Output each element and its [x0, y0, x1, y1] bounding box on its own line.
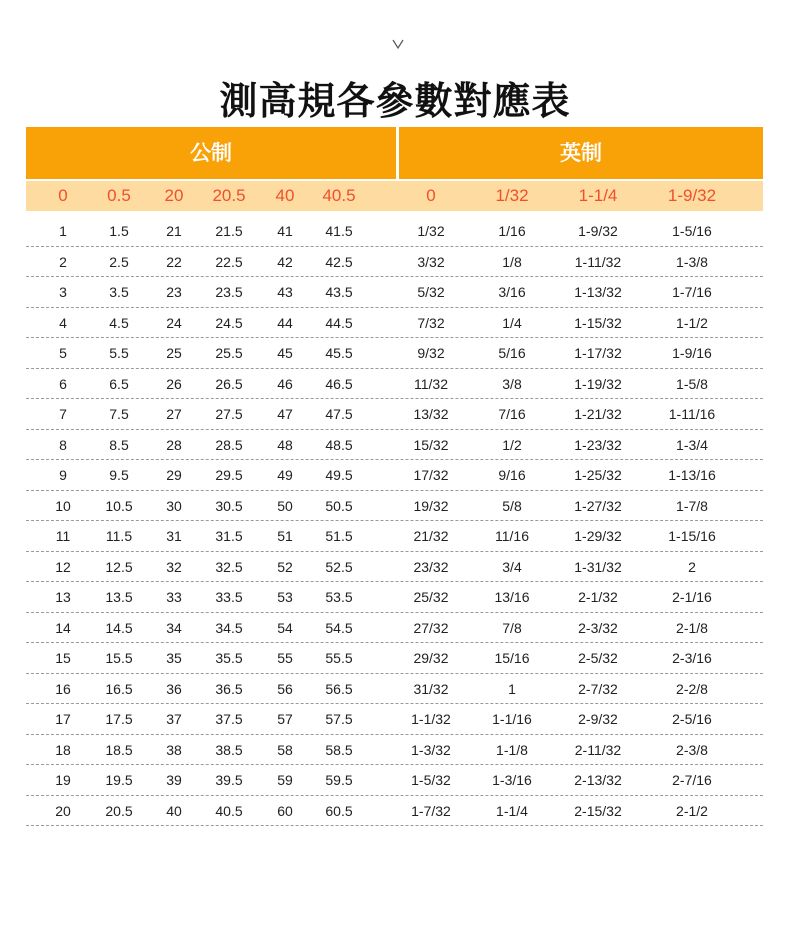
table-cell: 17.5: [105, 711, 133, 727]
table-cell: 35.5: [215, 650, 243, 666]
table-cell: 3: [59, 284, 67, 300]
table-cell: 54.5: [325, 619, 353, 636]
subheader-row: [26, 181, 763, 211]
table-cell: 5/32: [417, 284, 445, 300]
table-cell: 1.5: [109, 223, 129, 239]
table-cell: 15: [55, 650, 71, 666]
table-cell: 3/16: [498, 284, 526, 300]
table-cell: 58: [277, 741, 293, 758]
table-cell: 4: [59, 314, 67, 331]
table-cell: 2-2/8: [676, 680, 708, 697]
table-row: [26, 216, 763, 247]
table-cell: 5: [59, 345, 67, 361]
table-cell: 1-9/16: [672, 345, 712, 361]
table-cell: 16: [55, 680, 71, 697]
table-cell: 1-21/32: [574, 406, 622, 422]
table-cell: 59: [277, 772, 293, 788]
table-cell: 31.5: [215, 528, 243, 544]
table-cell: 1/8: [502, 253, 522, 270]
table-cell: 27: [166, 406, 182, 422]
table-cell: 18: [55, 741, 71, 758]
table-cell: 14: [55, 619, 71, 636]
subheader-cell: 20: [164, 186, 184, 205]
table-cell: 27/32: [413, 619, 449, 636]
table-cell: 27.5: [215, 406, 243, 422]
table-cell: 46.5: [325, 375, 353, 392]
table-cell: 1/2: [502, 436, 522, 453]
table-cell: 1-1/2: [676, 314, 708, 331]
table-cell: 1-13/16: [668, 467, 716, 483]
table-cell: 35: [166, 650, 182, 666]
table-cell: 53: [277, 589, 293, 605]
table-cell: 30: [166, 497, 182, 514]
table-cell: 15/32: [413, 436, 449, 453]
table-cell: 15/16: [494, 650, 530, 666]
table-cell: 19/32: [413, 497, 449, 514]
table-cell: 12: [55, 558, 71, 575]
table-cell: 2-9/32: [578, 711, 618, 727]
table-cell: 57: [277, 711, 293, 727]
table-cell: 40: [166, 802, 182, 819]
table-cell: 5/16: [498, 345, 526, 361]
table-cell: 21/32: [413, 528, 449, 544]
table-cell: 9/32: [417, 345, 445, 361]
table-cell: 38: [166, 741, 182, 758]
table-cell: 5/8: [502, 497, 522, 514]
table-cell: 11/32: [414, 375, 448, 392]
table-cell: 2-3/32: [578, 619, 618, 636]
table-cell: 3/8: [502, 375, 522, 392]
table-cell: 2-1/16: [672, 589, 712, 605]
table-cell: 40.5: [215, 802, 243, 819]
table-cell: 2-5/32: [578, 650, 618, 666]
table-row: [26, 460, 763, 491]
table-cell: 21.5: [215, 223, 243, 239]
table-cell: 31: [166, 528, 182, 544]
table-cell: 48: [277, 436, 293, 453]
table-cell: 36: [166, 680, 182, 697]
table-row: [26, 430, 763, 461]
table-cell: 1: [508, 680, 516, 697]
table-cell: 45.5: [325, 345, 353, 361]
table-cell: 1/4: [502, 314, 522, 331]
table-cell: 58.5: [325, 741, 353, 758]
table-cell: 23/32: [413, 558, 449, 575]
table-cell: 13/16: [494, 589, 530, 605]
table-cell: 25: [166, 345, 182, 361]
table-cell: 29.5: [215, 467, 243, 483]
table-cell: 19: [55, 772, 71, 788]
table-row: [26, 308, 763, 339]
table-cell: 1-31/32: [574, 558, 622, 575]
table-cell: 2-15/32: [574, 802, 622, 819]
table-cell: 39.5: [215, 772, 243, 788]
table-cell: 1-9/32: [578, 223, 618, 239]
table-cell: 24.5: [215, 314, 243, 331]
subheader-cell: 1/32: [495, 186, 529, 205]
table-cell: 36.5: [215, 680, 243, 697]
metric-header: 公制: [26, 127, 396, 179]
table-cell: 1-23/32: [574, 436, 622, 453]
table-cell: 1-5/8: [676, 375, 708, 392]
table-cell: 1-1/16: [492, 711, 532, 727]
table-cell: 2-1/2: [676, 802, 708, 819]
table-cell: 26: [166, 375, 182, 392]
table-cell: 7/8: [502, 619, 522, 636]
table-cell: 8: [59, 436, 67, 453]
table-cell: 17/32: [413, 467, 449, 483]
table-cell: 42.5: [325, 253, 353, 270]
table-cell: 29: [166, 467, 182, 483]
table-cell: 3/4: [502, 558, 522, 575]
table-cell: 1-17/32: [574, 345, 622, 361]
table-cell: 49.5: [325, 467, 353, 483]
table-cell: 42: [277, 253, 293, 270]
table-cell: 6: [59, 375, 67, 392]
table-cell: 37: [166, 711, 182, 727]
table-cell: 1-1/32: [411, 711, 451, 727]
table-cell: 56: [277, 680, 293, 697]
table-cell: 59.5: [325, 772, 353, 788]
table-cell: 14.5: [105, 619, 133, 636]
table-row: [26, 369, 763, 400]
table-cell: 46: [277, 375, 293, 392]
table-cell: 12.5: [105, 558, 133, 575]
table-cell: 51.5: [325, 528, 353, 544]
subheader-cell: 0: [426, 186, 436, 205]
table-row: [26, 521, 763, 552]
subheader-cell: 1-9/32: [667, 186, 717, 205]
table-cell: 50: [277, 497, 293, 514]
table-row: [26, 277, 763, 308]
table-cell: 23.5: [215, 284, 243, 300]
table-cell: 50.5: [325, 497, 353, 514]
table-cell: 7: [59, 406, 67, 422]
table-cell: 1-15/32: [574, 314, 622, 331]
table-row: [26, 643, 763, 674]
table-cell: 1-29/32: [574, 528, 622, 544]
table-cell: 28.5: [215, 436, 243, 453]
table-row: [26, 796, 763, 827]
table-cell: 29/32: [413, 650, 449, 666]
table-row: [26, 674, 763, 705]
table-cell: 53.5: [325, 589, 353, 605]
table-cell: 5.5: [109, 345, 129, 361]
table-cell: 2-7/16: [672, 772, 712, 788]
table-row: [26, 338, 763, 369]
table-cell: 2: [688, 558, 696, 575]
subheader-cell: 40: [275, 186, 295, 205]
subheader-cell: 20.5: [212, 186, 246, 205]
table-cell: 11: [55, 528, 71, 544]
table-cell: 2-5/16: [672, 711, 712, 727]
table-row: [26, 613, 763, 644]
table-cell: 1-11/32: [574, 253, 622, 270]
table-cell: 34.5: [215, 619, 243, 636]
table-cell: 41.5: [325, 223, 353, 239]
table-cell: 7.5: [109, 406, 129, 422]
table-cell: 18.5: [105, 741, 133, 758]
table-cell: 60.5: [325, 802, 353, 819]
table-cell: 2-1/8: [676, 619, 708, 636]
table-cell: 11/16: [495, 528, 529, 544]
table-cell: 2.5: [109, 253, 129, 270]
table-row: [26, 582, 763, 613]
table-cell: 16.5: [105, 680, 133, 697]
table-cell: 1-3/32: [411, 741, 451, 758]
table-cell: 1-3/8: [676, 253, 708, 270]
table-cell: 9: [59, 467, 67, 483]
table-row: [26, 552, 763, 583]
table-cell: 22: [166, 253, 182, 270]
table-cell: 31/32: [413, 680, 449, 697]
table-cell: 7/16: [498, 406, 526, 422]
table-cell: 4.5: [109, 314, 129, 331]
table-cell: 3.5: [109, 284, 129, 300]
table-cell: 2-1/32: [578, 589, 618, 605]
table-cell: 1-11/16: [668, 406, 716, 422]
table-cell: 2-11/32: [574, 741, 622, 758]
table-cell: 1/32: [417, 223, 445, 239]
table-cell: 17: [55, 711, 71, 727]
table-cell: 1-7/16: [672, 284, 712, 300]
table-cell: 26.5: [215, 375, 243, 392]
table-cell: 43: [277, 284, 293, 300]
subheader-cell: 0.5: [107, 186, 131, 205]
table-cell: 1-3/4: [676, 436, 708, 453]
table-cell: 48.5: [325, 436, 353, 453]
table-cell: 52.5: [325, 558, 353, 575]
table-cell: 45: [277, 345, 293, 361]
table-cell: 13/32: [413, 406, 449, 422]
page-title: 測高規各參數對應表: [219, 79, 571, 123]
table-row: [26, 491, 763, 522]
table-cell: 2-3/8: [676, 741, 708, 758]
table-cell: 30.5: [215, 497, 243, 514]
table-cell: 11.5: [105, 528, 133, 544]
table-cell: 41: [277, 223, 293, 239]
table-cell: 1-19/32: [574, 375, 622, 392]
table-cell: 20.5: [105, 802, 133, 819]
table-cell: 9/16: [498, 467, 526, 483]
table-cell: 13.5: [105, 589, 133, 605]
table-cell: 20: [55, 802, 71, 819]
table-cell: 7/32: [417, 314, 445, 331]
table-cell: 33.5: [215, 589, 243, 605]
table-cell: 23: [166, 284, 182, 300]
table-cell: 1-7/8: [676, 497, 708, 514]
table-cell: 1-5/32: [411, 772, 451, 788]
table-cell: 38.5: [215, 741, 243, 758]
table-cell: 37.5: [215, 711, 243, 727]
table-cell: 2-13/32: [574, 772, 622, 788]
table-cell: 1-27/32: [574, 497, 622, 514]
imperial-header: 英制: [399, 127, 763, 179]
table-cell: 28: [166, 436, 182, 453]
table-row: [26, 247, 763, 278]
table-cell: 49: [277, 467, 293, 483]
table-cell: 1/16: [498, 223, 526, 239]
table-row: [26, 765, 763, 796]
table-cell: 10: [55, 497, 71, 514]
table-cell: 44: [277, 314, 293, 331]
table-cell: 52: [277, 558, 293, 575]
table-cell: 54: [277, 619, 293, 636]
table-row: [26, 399, 763, 430]
table-cell: 33: [166, 589, 182, 605]
subheader-cell: 0: [58, 186, 68, 205]
table-cell: 39: [166, 772, 182, 788]
table-cell: 44.5: [325, 314, 353, 331]
table-cell: 32: [166, 558, 182, 575]
table-cell: 2-7/32: [578, 680, 618, 697]
table-cell: 60: [277, 802, 293, 819]
table-cell: 6.5: [109, 375, 129, 392]
table-cell: 56.5: [325, 680, 353, 697]
table-cell: 9.5: [109, 467, 129, 483]
table-cell: 34: [166, 619, 182, 636]
table-cell: 51: [277, 528, 293, 544]
table-cell: 1: [59, 223, 67, 239]
table-cell: 22.5: [215, 253, 243, 270]
table-row: [26, 704, 763, 735]
chevron-down-icon: [385, 36, 411, 52]
table-cell: 47.5: [325, 406, 353, 422]
table-cell: 25/32: [413, 589, 449, 605]
table-cell: 2: [59, 253, 67, 270]
table-row: [26, 735, 763, 766]
table-cell: 1-1/4: [496, 802, 528, 819]
table-cell: 24: [166, 314, 182, 331]
table-cell: 10.5: [105, 497, 133, 514]
table-cell: 32.5: [215, 558, 243, 575]
subheader-cell: 40.5: [322, 186, 356, 205]
subheader-cell: 1-1/4: [578, 186, 618, 205]
table-cell: 19.5: [105, 772, 133, 788]
table-cell: 1-3/16: [492, 772, 532, 788]
table-cell: 55: [277, 650, 293, 666]
table-cell: 8.5: [109, 436, 129, 453]
table-cell: 1-1/8: [496, 741, 528, 758]
table-cell: 57.5: [325, 711, 353, 727]
table-cell: 15.5: [105, 650, 133, 666]
table-cell: 25.5: [215, 345, 243, 361]
table-cell: 21: [166, 223, 182, 239]
table-cell: 3/32: [417, 253, 445, 270]
table-cell: 1-5/16: [672, 223, 712, 239]
table-cell: 13: [55, 589, 71, 605]
table-cell: 43.5: [325, 284, 353, 300]
table-cell: 1-13/32: [574, 284, 622, 300]
table-cell: 1-25/32: [574, 467, 622, 483]
table-cell: 1-15/16: [668, 528, 716, 544]
table-cell: 1-7/32: [411, 802, 451, 819]
table-cell: 2-3/16: [672, 650, 712, 666]
table-cell: 47: [277, 406, 293, 422]
table-cell: 55.5: [325, 650, 353, 666]
